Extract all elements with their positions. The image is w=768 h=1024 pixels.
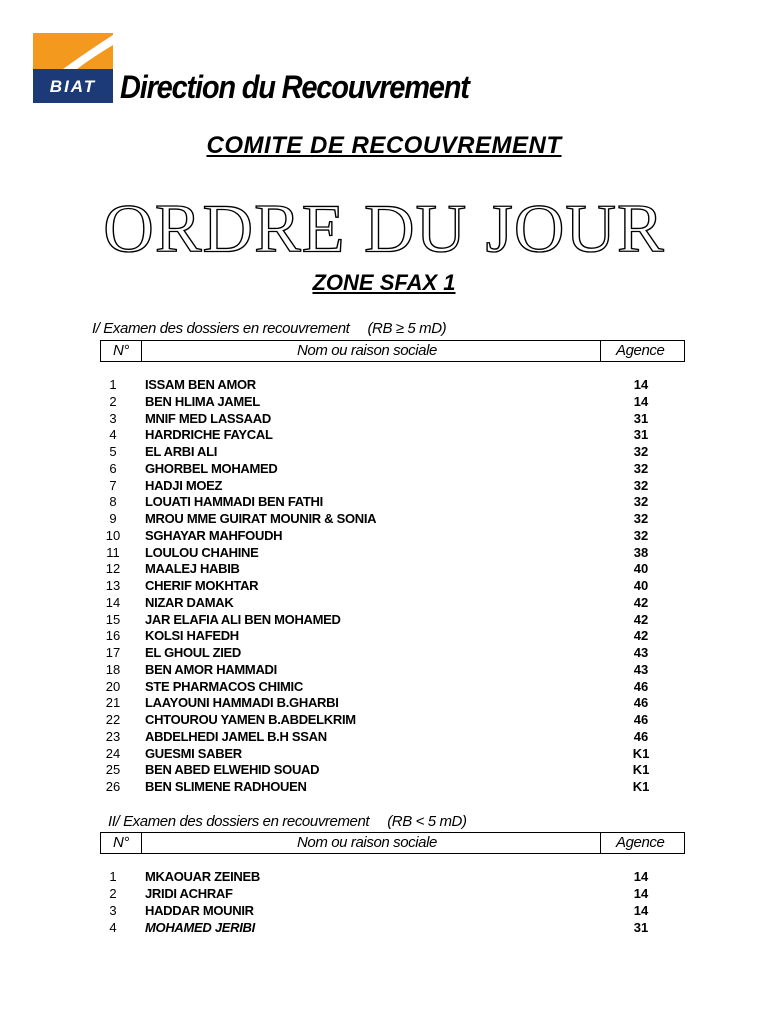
table-row xyxy=(0,729,768,746)
row-agency: 14 xyxy=(633,377,649,392)
section-1-title xyxy=(92,320,446,337)
column-header-name: Nom ou raison sociale xyxy=(297,834,438,851)
section-2-title xyxy=(108,813,467,830)
section-2-criterion: (RB < 5 mD) xyxy=(387,813,467,830)
row-agency: 46 xyxy=(633,695,649,711)
row-agency: 31 xyxy=(633,920,649,935)
row-agency: 32 xyxy=(633,527,649,543)
column-divider xyxy=(141,833,142,853)
row-name: KOLSI HAFEDH xyxy=(145,628,239,644)
row-agency: 32 xyxy=(633,494,649,510)
row-name: EL GHOUL ZIED xyxy=(145,645,242,660)
row-agency: 42 xyxy=(633,611,649,627)
row-name: BEN AMOR HAMMADI xyxy=(145,661,277,677)
row-name: JAR ELAFIA ALI BEN MOHAMED xyxy=(145,611,341,627)
section-2-label: II/ Examen des dossiers en recouvrement xyxy=(108,813,370,830)
table-row xyxy=(0,478,768,495)
row-agency: 14 xyxy=(633,869,649,884)
column-divider xyxy=(600,833,601,853)
row-agency: 31 xyxy=(633,410,649,426)
row-number: 4 xyxy=(109,427,117,443)
row-number: 3 xyxy=(109,410,117,426)
row-number: 15 xyxy=(105,611,121,627)
row-number: 6 xyxy=(109,460,117,476)
row-agency: 14 xyxy=(633,903,649,918)
biat-logo xyxy=(33,33,113,103)
row-number: 3 xyxy=(109,903,117,918)
row-number: 22 xyxy=(105,712,121,727)
row-number: 5 xyxy=(109,444,117,459)
row-name: HADDAR MOUNIR xyxy=(145,903,254,918)
section-1-label: I/ Examen des dossiers en recouvrement xyxy=(92,320,350,337)
row-agency: 14 xyxy=(633,393,649,409)
row-name: GUESMI SABER xyxy=(145,745,242,761)
zone-title: ZONE SFAX 1 xyxy=(312,270,456,295)
column-header-agency: Agence xyxy=(616,342,665,359)
row-number: 13 xyxy=(105,578,121,593)
row-agency: 32 xyxy=(633,477,649,493)
row-agency: 40 xyxy=(633,561,649,577)
row-agency: 14 xyxy=(633,886,649,901)
table-row xyxy=(0,377,768,394)
table-row xyxy=(0,903,768,920)
row-name: SGHAYAR MAHFOUDH xyxy=(145,527,283,543)
table-row xyxy=(0,695,768,712)
logo-sweep xyxy=(33,33,113,69)
row-name: LOULOU CHAHINE xyxy=(145,544,259,560)
row-number: 14 xyxy=(105,594,121,610)
row-name: CHTOUROU YAMEN B.ABDELKRIM xyxy=(145,712,356,727)
row-name: BEN SLIMENE RADHOUEN xyxy=(145,779,307,794)
row-name: MOHAMED JERIBI xyxy=(145,920,255,935)
committee-title: COMITE DE RECOUVREMENT xyxy=(206,132,562,159)
row-name: BEN ABED ELWEHID SOUAD xyxy=(145,762,320,778)
table-row xyxy=(0,662,768,679)
row-name: HARDRICHE FAYCAL xyxy=(145,427,273,443)
logo-text: BIAT xyxy=(49,77,97,96)
row-number: 18 xyxy=(105,661,121,677)
row-number: 7 xyxy=(109,477,117,493)
row-agency: K1 xyxy=(632,762,650,778)
row-number: 23 xyxy=(105,728,121,744)
row-name: ISSAM BEN AMOR xyxy=(145,377,256,392)
row-agency: K1 xyxy=(632,745,650,761)
table-row xyxy=(0,578,768,595)
table-row xyxy=(0,411,768,428)
row-number: 2 xyxy=(109,886,117,901)
table-row xyxy=(0,427,768,444)
row-number: 4 xyxy=(109,920,117,935)
section-1-criterion: (RB ≥ 5 mD) xyxy=(367,320,447,337)
row-number: 1 xyxy=(109,869,117,884)
table-row xyxy=(0,920,768,937)
section-1-table-header xyxy=(100,340,685,362)
row-name: CHERIF MOKHTAR xyxy=(145,578,259,593)
column-header-number: N° xyxy=(113,834,130,851)
row-number: 21 xyxy=(105,695,121,711)
row-name: GHORBEL MOHAMED xyxy=(145,460,278,476)
row-agency: 31 xyxy=(633,427,649,443)
department-title: Direction du Recouvrement xyxy=(120,70,469,106)
row-agency: 43 xyxy=(633,645,649,660)
row-name: MNIF MED LASSAAD xyxy=(145,410,271,426)
row-name: NIZAR DAMAK xyxy=(145,594,234,610)
table-row xyxy=(0,869,768,886)
row-agency: 46 xyxy=(633,712,649,727)
row-agency: 38 xyxy=(633,544,649,560)
row-number: 25 xyxy=(105,762,121,778)
row-number: 17 xyxy=(105,645,121,660)
table-row xyxy=(0,511,768,528)
row-number: 16 xyxy=(105,628,121,644)
agenda-title: ORDRE DU JOUR xyxy=(103,191,665,268)
section-2-table-header xyxy=(100,832,685,854)
column-divider xyxy=(141,341,142,361)
row-agency: 46 xyxy=(633,728,649,744)
table-row xyxy=(0,779,768,796)
row-number: 8 xyxy=(109,494,117,510)
row-agency: 40 xyxy=(633,578,649,593)
row-agency: 32 xyxy=(633,444,649,459)
table-row xyxy=(0,679,768,696)
row-agency: 46 xyxy=(633,678,649,694)
row-name: MROU MME GUIRAT MOUNIR & SONIA xyxy=(145,511,377,526)
row-number: 11 xyxy=(106,544,120,560)
column-header-number: N° xyxy=(113,342,130,359)
row-name: ABDELHEDI JAMEL B.H SSAN xyxy=(145,728,327,744)
row-name: MKAOUAR ZEINEB xyxy=(145,869,260,884)
row-name: EL ARBI ALI xyxy=(145,444,218,459)
row-name: STE PHARMACOS CHIMIC xyxy=(145,678,303,694)
table-row xyxy=(0,628,768,645)
row-agency: 43 xyxy=(633,661,649,677)
table-row xyxy=(0,494,768,511)
column-header-agency: Agence xyxy=(616,834,665,851)
row-number: 9 xyxy=(109,511,117,526)
row-agency: 42 xyxy=(633,594,649,610)
table-row xyxy=(0,394,768,411)
table-row xyxy=(0,461,768,478)
row-name: MAALEJ HABIB xyxy=(145,561,240,577)
row-agency: K1 xyxy=(632,779,650,794)
row-number: 2 xyxy=(109,393,117,409)
row-name: LAAYOUNI HAMMADI B.GHARBI xyxy=(145,695,339,711)
column-divider xyxy=(600,341,601,361)
table-row xyxy=(0,595,768,612)
table-row xyxy=(0,762,768,779)
table-row xyxy=(0,444,768,461)
row-name: LOUATI HAMMADI BEN FATHI xyxy=(145,494,323,510)
column-header-name: Nom ou raison sociale xyxy=(297,342,438,359)
table-row xyxy=(0,645,768,662)
table-row xyxy=(0,712,768,729)
table-row xyxy=(0,746,768,763)
row-name: BEN HLIMA JAMEL xyxy=(145,393,260,409)
row-number: 20 xyxy=(105,678,121,694)
row-name: HADJI MOEZ xyxy=(145,477,223,493)
row-number: 10 xyxy=(105,527,121,543)
table-row xyxy=(0,886,768,903)
row-agency: 42 xyxy=(633,628,649,644)
table-row xyxy=(0,561,768,578)
table-row xyxy=(0,545,768,562)
row-number: 24 xyxy=(105,745,121,761)
row-agency: 32 xyxy=(633,511,649,526)
row-number: 26 xyxy=(105,779,121,794)
row-number: 12 xyxy=(105,561,121,577)
row-number: 1 xyxy=(109,377,117,392)
row-name: JRIDI ACHRAF xyxy=(145,886,233,901)
table-row xyxy=(0,612,768,629)
table-row xyxy=(0,528,768,545)
row-agency: 32 xyxy=(633,460,649,476)
